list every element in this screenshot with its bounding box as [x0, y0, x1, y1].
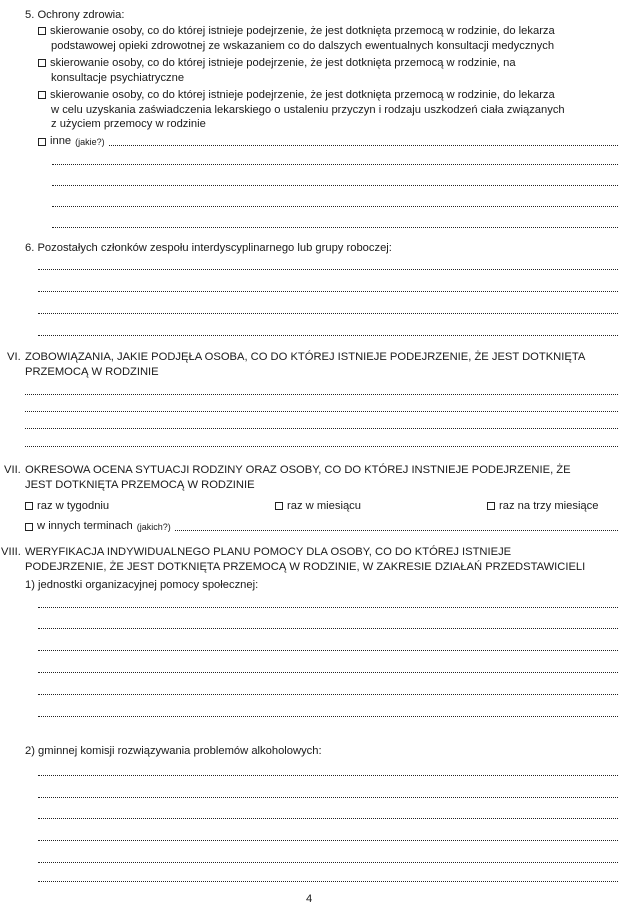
answer-line[interactable] — [38, 818, 618, 819]
checkbox[interactable] — [38, 138, 46, 146]
option-text: skierowanie osoby, co do której istnieje podejrzenie, że jest dotknięta przemocą w rodzinie, do lekarza — [50, 89, 555, 101]
answer-line[interactable] — [38, 881, 618, 882]
page-number: 4 — [306, 893, 313, 905]
option-text-cont: w celu uzyskania zaświadczenia lekarskiego o ustaleniu przyczyn i rodzaju uszkodzeń ciała związanych — [51, 103, 565, 116]
option-hint: (jakich?) — [136, 521, 171, 532]
answer-line[interactable] — [38, 694, 618, 695]
section-viii-title-line1: WERYFIKACJA INDYWIDUALNEGO PLANU POMOCY DLA OSOBY, CO DO KTÓREJ ISTNIEJE — [25, 546, 512, 558]
section-vii-number: VII. — [4, 464, 21, 476]
section-vi-title-line2: PRZEMOCĄ W RODZINIE — [25, 365, 159, 378]
checkbox[interactable] — [38, 59, 46, 67]
section-viii-title-line2: PODEJRZENIE, ŻE JEST DOTKNIĘTA PRZEMOCĄ W RODZINIE, W ZAKRESIE DZIAŁAŃ PRZEDSTAWICIELI — [25, 560, 586, 573]
option-text: w innych terminach — [37, 520, 133, 532]
answer-line[interactable] — [38, 313, 618, 314]
answer-line[interactable] — [25, 394, 618, 395]
section-vi-number: VI. — [7, 351, 21, 363]
option-health-1[interactable] — [38, 24, 620, 53]
section-vii-title-line2: JEST DOTKNIĘTA PRZEMOCĄ W RODZINIE — [25, 478, 255, 491]
checkbox[interactable] — [487, 502, 495, 510]
option-text: skierowanie osoby, co do której istnieje podejrzenie, że jest dotknięta przemocą w rodzinie, na — [50, 57, 516, 69]
answer-line[interactable] — [109, 145, 618, 146]
option-health-3[interactable] — [38, 88, 620, 132]
option-health-other[interactable] — [38, 134, 618, 149]
answer-line[interactable] — [38, 607, 618, 608]
option-other-terms[interactable] — [25, 519, 618, 534]
answer-line[interactable] — [52, 227, 618, 228]
section-vii-title-line1: OKRESOWA OCENA SYTUACJI RODZINY ORAZ OSOBY, CO DO KTÓREJ INSTNIEJE PODEJRZENIE, ŻE — [25, 464, 571, 476]
other-hint: (jakie?) — [75, 136, 105, 147]
answer-line[interactable] — [38, 862, 618, 863]
section-6-title: 6. Pozostałych członków zespołu interdyscyplinarnego lub grupy roboczej: — [25, 242, 392, 254]
checkbox[interactable] — [38, 91, 46, 99]
option-text-cont: konsultacje psychiatryczne — [51, 71, 185, 84]
checkbox[interactable] — [38, 27, 46, 35]
answer-line[interactable] — [38, 840, 618, 841]
checkbox[interactable] — [25, 502, 33, 510]
answer-line[interactable] — [38, 672, 618, 673]
option-monthly[interactable] — [275, 499, 361, 514]
option-health-2[interactable] — [38, 56, 620, 85]
answer-line[interactable] — [52, 206, 618, 207]
section-viii-number: VIII. — [1, 546, 21, 558]
answer-line[interactable] — [38, 716, 618, 717]
option-text: raz w tygodniu — [37, 500, 110, 512]
option-text: raz na trzy miesiące — [499, 500, 599, 512]
option-text: raz w miesiącu — [287, 500, 361, 512]
answer-line[interactable] — [52, 164, 618, 165]
option-weekly[interactable] — [25, 499, 109, 514]
option-text-cont: z użyciem przemocy w rodzinie — [51, 118, 206, 131]
checkbox[interactable] — [275, 502, 283, 510]
subsection-1-title: 1) jednostki organizacyjnej pomocy społecznej: — [25, 579, 259, 591]
answer-line[interactable] — [38, 628, 618, 629]
answer-line[interactable] — [38, 269, 618, 270]
answer-line[interactable] — [38, 291, 618, 292]
other-label: inne — [50, 135, 72, 147]
option-text-cont: podstawowej opieki zdrowotnej ze wskazaniem co do dalszych ewentualnych konsultacji medycznych — [51, 39, 555, 52]
answer-line[interactable] — [52, 185, 618, 186]
answer-line[interactable] — [38, 335, 618, 336]
section-viii-title — [25, 545, 619, 574]
subsection-2-title: 2) gminnej komisji rozwiązywania problemów alkoholowych: — [25, 745, 322, 757]
answer-line[interactable] — [38, 797, 618, 798]
answer-line[interactable] — [38, 775, 618, 776]
option-quarterly[interactable] — [487, 499, 598, 514]
section-vi-title — [25, 350, 619, 379]
answer-line[interactable] — [25, 428, 618, 429]
checkbox[interactable] — [25, 523, 33, 531]
option-text: skierowanie osoby, co do której istnieje podejrzenie, że jest dotknięta przemocą w rodzinie, do lekarza — [50, 25, 555, 37]
section-vi-title-line1: ZOBOWIĄZANIA, JAKIE PODJĘŁA OSOBA, CO DO KTÓREJ ISTNIEJE PODEJRZENIE, ŻE JEST DOTKNIĘTA — [25, 351, 586, 363]
answer-line[interactable] — [38, 650, 618, 651]
answer-line[interactable] — [25, 446, 618, 447]
section-5-title: 5. Ochrony zdrowia: — [25, 9, 125, 21]
answer-line[interactable] — [175, 530, 618, 531]
answer-line[interactable] — [25, 411, 618, 412]
section-vii-title — [25, 463, 619, 492]
